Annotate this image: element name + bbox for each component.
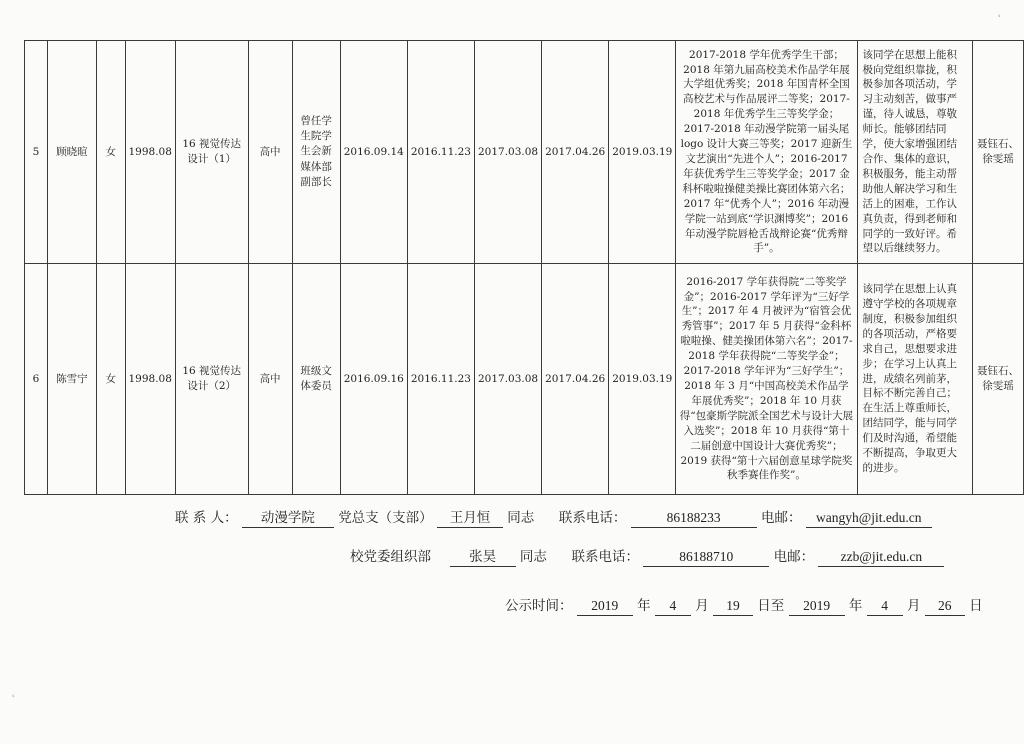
to-text: 日至 [757, 598, 785, 614]
serial-number: 5 [25, 41, 48, 264]
evaluation-text: 该同学在思想上认真遵守学校的各项规章制度，积极参加组织的各项活动，严格要求自己，思想要求进步；在学习上认真上进，成绩名列前茅，目标不断完善自己；在生活上尊重师长，团结同学，能与同学们及时沟通，希望能不断提高，争取更大的进步。 [857, 264, 973, 495]
birth-date: 1998.08 [125, 41, 175, 264]
awards-text: 2016-2017 学年获得院“二等奖学金”；2016-2017 学年评为“三好学生”；2017 年 4 月被评为“宿管会优秀管事”；2017 年 5 月获得“金科杯啦啦操、健美操团体第六名”；2017-2018 学年获得院“二等奖学金”；2017-2018 学年评为“三好学生”；2018 年 3 月“中国高校美术作品学年展优秀奖”；2018 年 10 月获得“包豪斯学院派全国艺术与设计大展入选奖”；2018 年 10 月获得“第十二届创意中国设计大赛优秀奖”；2019 获得“第十六届创意星球学院奖秋季赛佳作奖”。 [676, 264, 857, 495]
contact-line-dept [350, 545, 944, 567]
dept-name: 校党委组织部 [350, 549, 431, 565]
table-row [25, 41, 1024, 264]
phone-label-2: 联系电话： [571, 549, 639, 565]
position: 班级文体委员 [292, 264, 340, 495]
contact-persons: 聂钰石、徐雯瑶 [973, 41, 1024, 264]
contact-persons: 聂钰石、徐雯瑶 [973, 264, 1024, 495]
table-row [25, 264, 1024, 495]
publicity-period [505, 594, 983, 616]
end-month: 4 [867, 598, 903, 616]
email-1: wangyh@jit.edu.cn [806, 510, 932, 528]
student-name: 陈雪宁 [47, 264, 96, 495]
review-date: 2019.03.19 [609, 41, 676, 264]
end-day: 26 [925, 598, 965, 616]
month-char-2: 月 [906, 598, 921, 614]
training-date: 2017.03.08 [474, 41, 541, 264]
period-label: 公示时间： [505, 598, 573, 614]
awards-text: 2017-2018 学年优秀学生干部；2018 年第九届高校美术作品学年展大学组优秀奖；2018 年国青杯全国高校艺术与作品展评二等奖；2017-2018 年优秀学生三等奖学金；2017-2018 年动漫学院第一届头尾 logo 设计大赛三等奖；2017 迎新生文艺演出“先进个人”；2016-2017 年获优秀学生三等奖学金；2017 金科杯啦啦操健美操比赛团体第六名；2017 年“优秀个人”；2016 年动漫学院一站到底“学识渊博奖”；2016 年动漫学院唇枪舌战辩论赛“优秀辩手”。 [676, 41, 857, 264]
email-label: 电邮： [760, 510, 802, 526]
day-char: 日 [969, 598, 983, 614]
comrade-label: 同志 [507, 510, 535, 526]
contact-person-2: 张昊 [450, 549, 516, 567]
phone-1: 86188233 [631, 510, 757, 528]
application-date: 2016.09.14 [340, 41, 407, 264]
contact-line-college [175, 506, 932, 528]
year-char-2: 年 [848, 598, 863, 614]
activist-date: 2016.11.23 [407, 41, 474, 264]
candidate-date: 2017.04.26 [542, 264, 609, 495]
email-2: zzb@jit.edu.cn [818, 549, 944, 567]
comrade-label-2: 同志 [519, 549, 547, 565]
phone-label: 联系电话： [558, 510, 627, 526]
training-date: 2017.03.08 [474, 264, 541, 495]
serial-number: 6 [25, 264, 48, 495]
gender: 女 [96, 264, 125, 495]
position: 曾任学生院学生会新媒体部副部长 [292, 41, 340, 264]
month-char: 月 [695, 598, 709, 614]
student-name: 顾晓暄 [47, 41, 96, 264]
end-year: 2019 [789, 598, 845, 616]
college-name: 动漫学院 [242, 510, 334, 528]
scan-mark: ʿ [12, 694, 16, 705]
evaluation-text: 该同学在思想上能积极向党组织靠拢，积极参加各项活动，学习主动刻苦，做事严谨，待人诚恳，尊敬师长。能够团结同学，使大家增强团结合作、集体的意识，积极服务，能主动帮助他人解决学习和生活上的困难，工作认真负责，得到老师和同学的一致好评。希望以后继续努力。 [857, 41, 973, 264]
contact-label: 联 系 人： [175, 510, 238, 526]
gender: 女 [96, 41, 125, 264]
candidate-table [24, 40, 1024, 495]
start-year: 2019 [577, 598, 633, 616]
application-date: 2016.09.16 [340, 264, 407, 495]
class-name: 16 视觉传达设计（1） [175, 41, 248, 264]
start-day: 19 [713, 598, 753, 616]
activist-date: 2016.11.23 [407, 264, 474, 495]
contact-person-1: 王月恒 [437, 510, 503, 528]
education: 高中 [248, 264, 292, 495]
start-month: 4 [655, 598, 691, 616]
phone-2: 86188710 [643, 549, 769, 567]
class-name: 16 视觉传达设计（2） [175, 264, 248, 495]
candidate-date: 2017.04.26 [542, 41, 609, 264]
education: 高中 [248, 41, 292, 264]
review-date: 2019.03.19 [609, 264, 676, 495]
branch-label: 党总支（支部） [338, 510, 433, 526]
birth-date: 1998.08 [125, 264, 175, 495]
year-char: 年 [637, 598, 651, 614]
email-label-2: 电邮： [773, 549, 815, 565]
scan-mark: ʿ [998, 14, 1002, 25]
